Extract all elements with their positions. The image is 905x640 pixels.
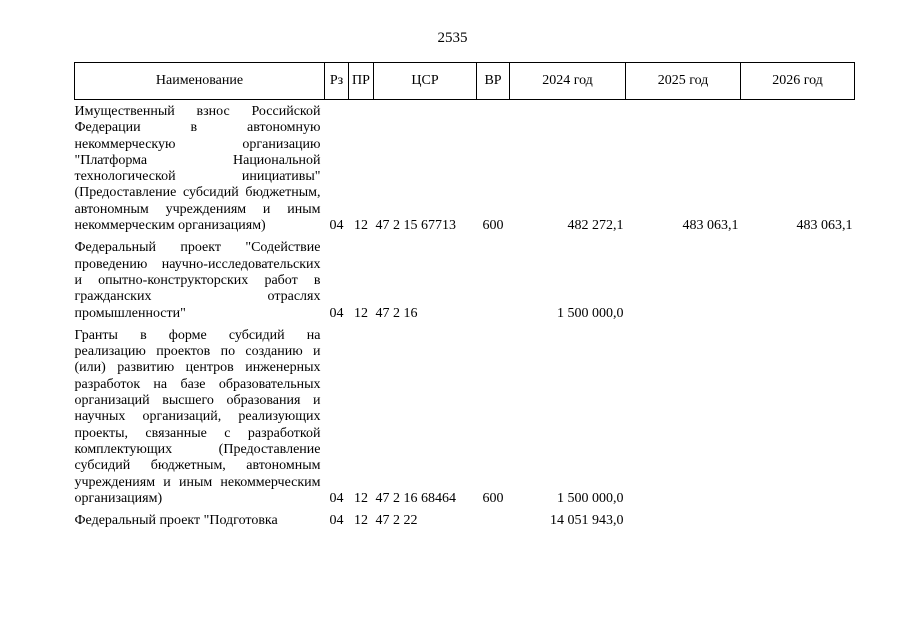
row-rz: 04 [329, 305, 344, 321]
row-pr: 12 [354, 218, 368, 234]
header-name: Наименование [75, 63, 325, 100]
budget-table [74, 62, 855, 529]
row-vr: 600 [482, 490, 504, 506]
row-csr: 47 2 15 67713 [375, 218, 456, 234]
page-number: 2535 [437, 30, 468, 46]
header-pr: ПР [349, 63, 374, 100]
row-name: Имущественный взнос Российской Федерации в автономную некоммерческую организацию "Платформа Национальной технологической инициативы" (Предоставление субсидий бюджетным, автономным учреждениям и иным некоммерческим организациям) [74, 104, 321, 234]
table-row [75, 100, 855, 235]
header-csr: ЦСР [374, 63, 477, 100]
row-2026: 483 063,1 [796, 218, 853, 234]
row-2024: 1 500 000,0 [557, 305, 624, 321]
row-name: Федеральный проект "Содействие проведению научно-исследовательских и опытно-конструкторских работ в гражданских отраслях промышленности" [74, 240, 321, 321]
header-rz: Рз [325, 63, 349, 100]
row-2026 [741, 322, 855, 507]
row-2025 [626, 234, 741, 321]
row-2025 [626, 507, 741, 529]
row-csr: 47 2 16 68464 [375, 490, 456, 506]
row-vr [477, 507, 510, 529]
row-vr: 600 [482, 218, 504, 234]
row-name: Федеральный проект "Подготовка [74, 513, 278, 529]
row-pr: 12 [354, 490, 368, 506]
table-row [75, 322, 855, 507]
row-rz: 04 [329, 218, 344, 234]
row-rz: 04 [329, 490, 344, 506]
row-csr: 47 2 16 [375, 305, 418, 321]
row-2026 [741, 507, 855, 529]
row-2024: 14 051 943,0 [550, 513, 624, 529]
row-2025: 483 063,1 [682, 218, 739, 234]
row-2024: 1 500 000,0 [557, 490, 624, 506]
row-pr: 12 [354, 513, 368, 529]
table-row [75, 507, 855, 529]
row-2025 [626, 322, 741, 507]
row-name: Гранты в форме субсидий на реализацию проектов по созданию и (или) развитию центров инженерных разработок на базе образовательных организаций высшего образования и научных организаций, реализующих проекты, связанные с разработкой комплектующих (Предоставление субсидий бюджетным, автономным учреждениям и иным некоммерческим организациям) [74, 327, 321, 506]
table-header-row [75, 63, 855, 100]
header-2026: 2026 год [741, 63, 855, 100]
header-vr: ВР [477, 63, 510, 100]
table-row [75, 234, 855, 321]
header-2025: 2025 год [626, 63, 741, 100]
row-rz: 04 [329, 513, 344, 529]
row-pr: 12 [354, 305, 368, 321]
header-2024: 2024 год [510, 63, 626, 100]
row-2024: 482 272,1 [567, 218, 624, 234]
row-2026 [741, 234, 855, 321]
row-vr [477, 234, 510, 321]
row-csr: 47 2 22 [375, 513, 418, 529]
